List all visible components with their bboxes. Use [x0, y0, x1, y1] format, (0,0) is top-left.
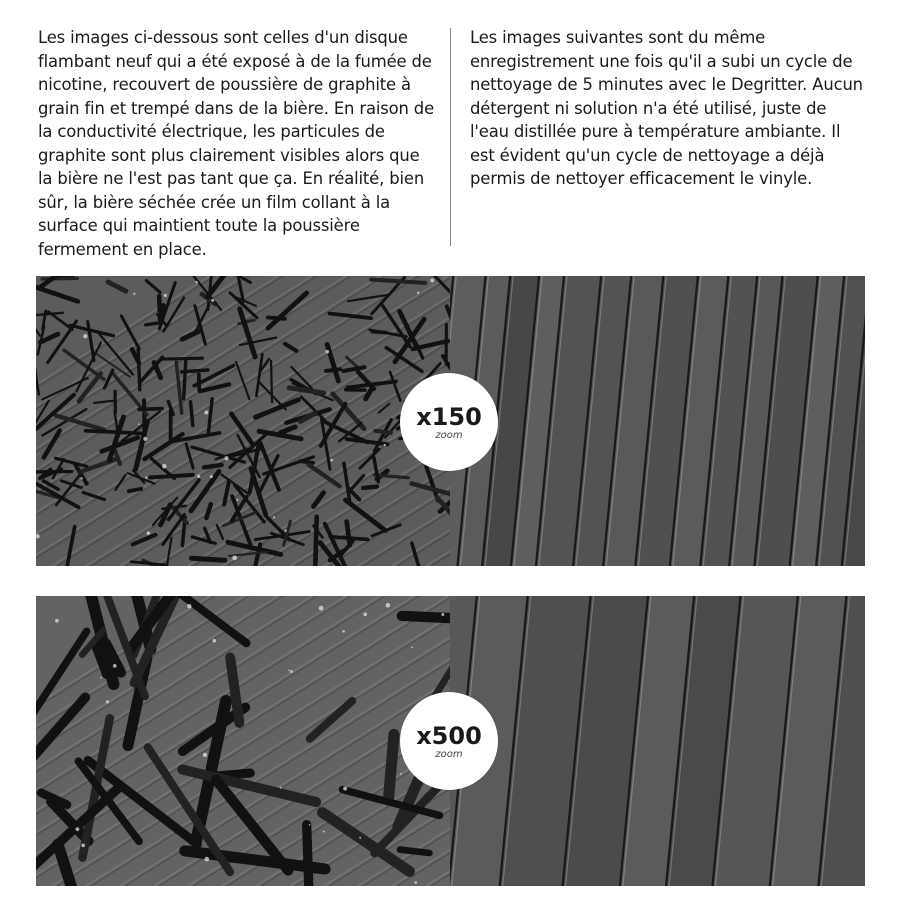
- before-cleaning-image-x150: [36, 276, 450, 566]
- zoom-label: zoom: [435, 430, 463, 441]
- zoom-badge-x150: [400, 373, 498, 471]
- clean-vinyl-micrograph: [450, 276, 865, 566]
- column-divider: [450, 28, 451, 246]
- zoom-label: zoom: [435, 749, 463, 760]
- after-cleaning-image-x150: [450, 276, 865, 566]
- after-cleaning-image-x500: [450, 596, 865, 886]
- before-cleaning-image-x500: [36, 596, 450, 886]
- intro-right-paragraph: Les images suivantes sont du même enregistrement une fois qu'il a subi un cycle de nettoyage de 5 minutes avec le Degritter. Aucun détergent ni solution n'a été utilisé, juste de l'eau distillée pure à température ambiante. Il est évident qu'un cycle de nettoyage a déjà permis de nettoyer efficacement le vinyle.: [470, 28, 863, 188]
- clean-vinyl-micrograph: [450, 596, 865, 886]
- magnification-label: x150: [416, 403, 482, 431]
- intro-left-paragraph: Les images ci-dessous sont celles d'un disque flambant neuf qui a été exposé à de la fumée de nicotine, recouvert de poussière de graphite à grain fin et trempé dans de la bière. En raison de la conductivité électrique, les particules de graphite sont plus clairement visibles alors que la bière ne l'est pas tant que ça. En réalité, bien sûr, la bière séchée crée un film collant à la surface qui maintient toute la poussière fermement en place.: [38, 28, 434, 259]
- magnification-label: x500: [416, 722, 482, 750]
- dirty-vinyl-micrograph: [36, 596, 450, 886]
- zoom-badge-x500: [400, 692, 498, 790]
- dirty-vinyl-micrograph: [36, 276, 450, 566]
